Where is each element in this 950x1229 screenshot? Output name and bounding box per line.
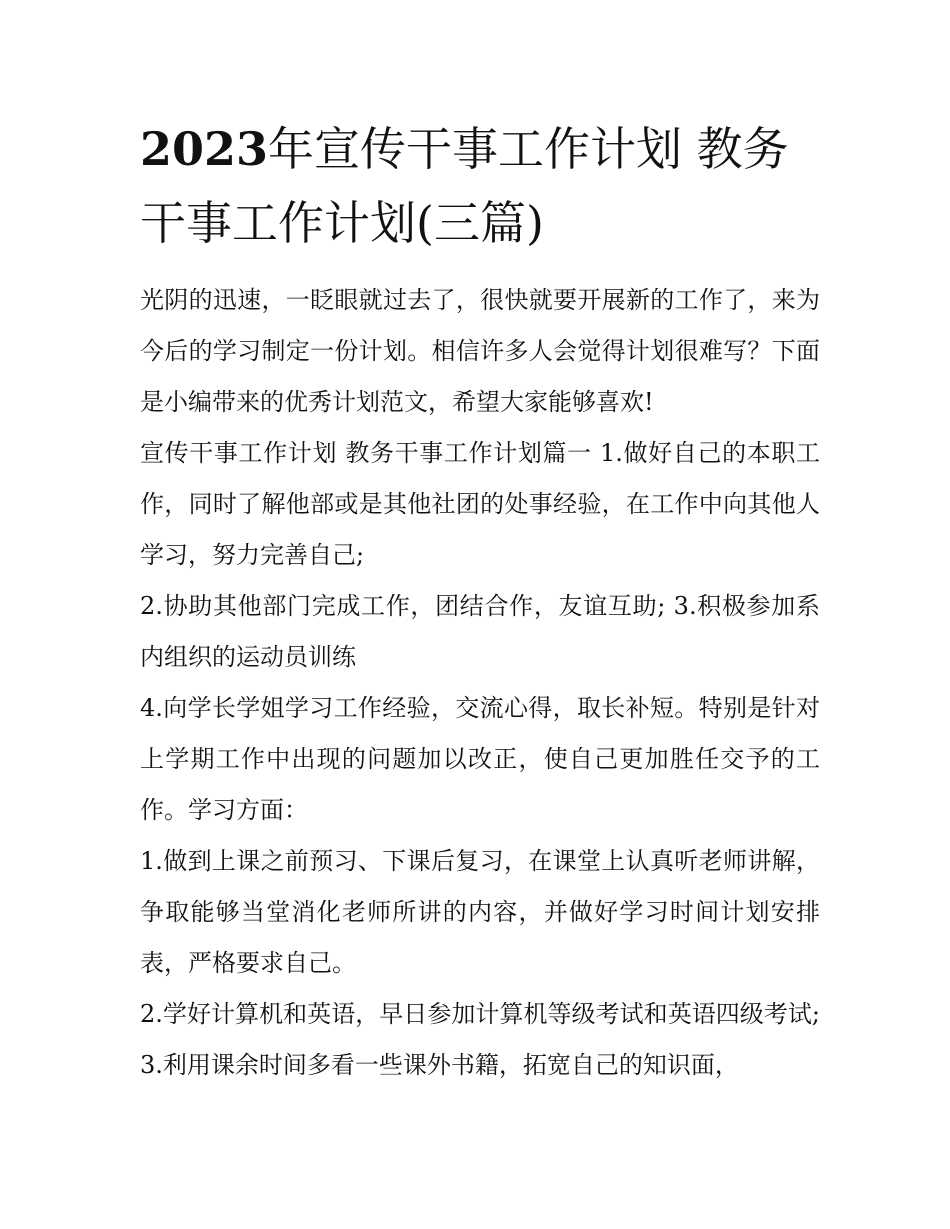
paragraph-item-4: 4.向学长学姐学习工作经验，交流心得，取长补短。特别是针对上学期工作中出现的问题加以改正，使自己更加胜任交予的工作。学习方面：	[140, 694, 820, 824]
title-year: 2023	[140, 122, 269, 176]
title-text: 年宣传干事工作计划 教务干事工作计划(三篇)	[140, 122, 789, 250]
paragraph-study-2-3: 2.学好计算机和英语，早日参加计算机等级考试和英语四级考试; 3.利用课余时间多看一些课外书籍，拓宽自己的知识面，	[140, 1000, 820, 1079]
document-body	[140, 275, 820, 1091]
paragraph-study-1: 1.做到上课之前预习、下课后复习，在课堂上认真听老师讲解，争取能够当堂消化老师所讲的内容，并做好学习时间计划安排表，严格要求自己。	[140, 847, 820, 977]
paragraph-intro: 光阴的迅速，一眨眼就过去了，很快就要开展新的工作了，来为今后的学习制定一份计划。相信许多人会觉得计划很难写？下面是小编带来的优秀计划范文，希望大家能够喜欢!	[140, 286, 820, 416]
paragraph-item-2-3: 2.协助其他部门完成工作，团结合作，友谊互助; 3.积极参加系内组织的运动员训练	[140, 592, 820, 671]
paragraph-plan-one: 宣传干事工作计划 教务干事工作计划篇一 1.做好自己的本职工作，同时了解他部或是其他社团的处事经验，在工作中向其他人学习，努力完善自己;	[140, 439, 820, 569]
document-title	[140, 112, 820, 260]
